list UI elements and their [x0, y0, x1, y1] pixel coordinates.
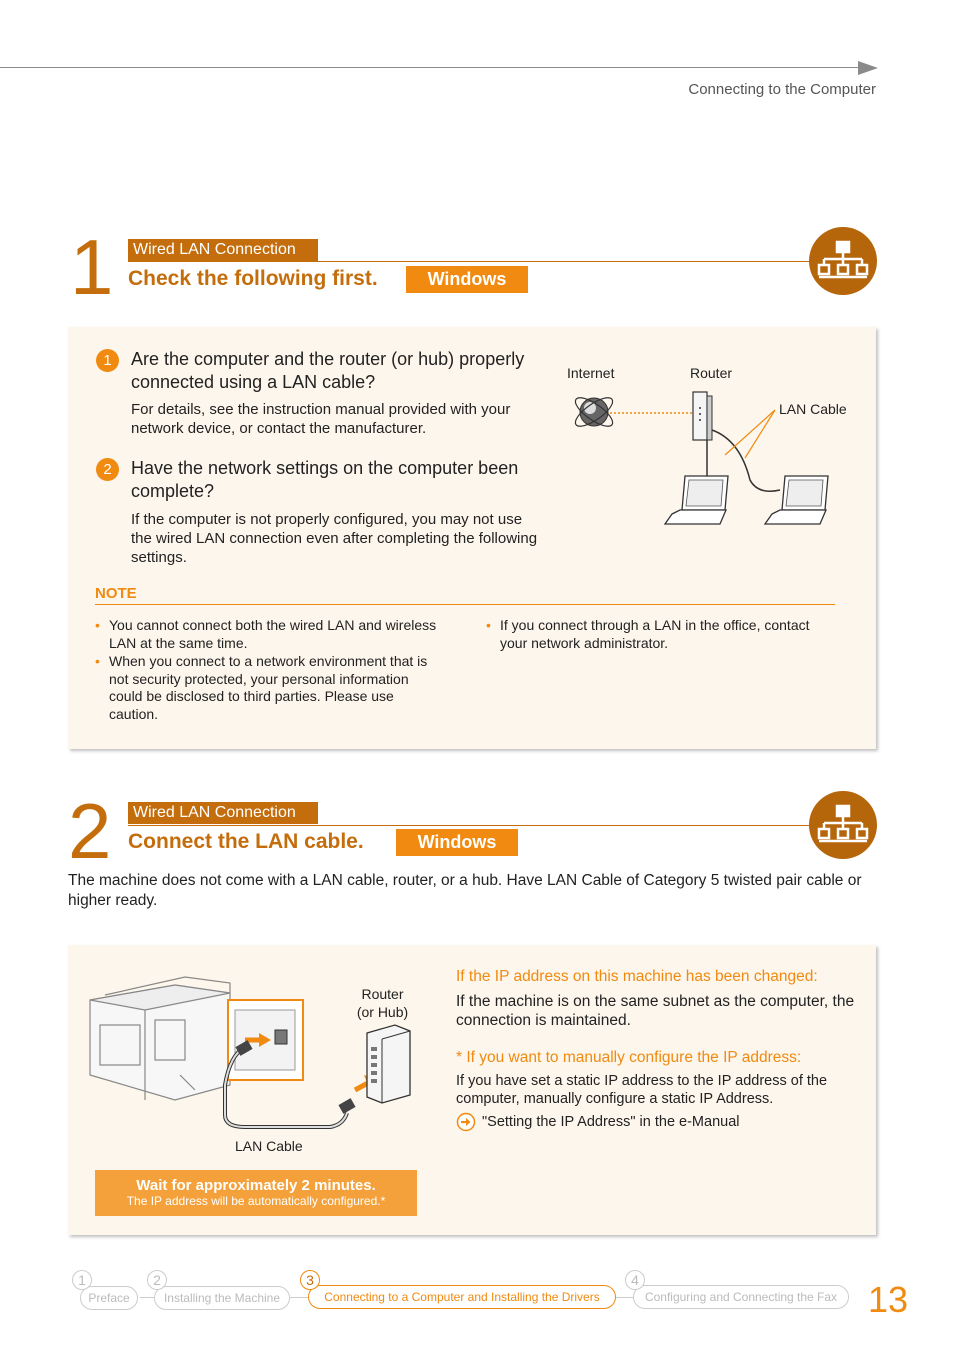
diagram-internet-label: Internet: [567, 365, 615, 381]
note-item: • When you connect to a network environment that is not security protected, your personal information could be disclosed to third parties. Please use caution.: [95, 653, 445, 723]
page-number: 13: [868, 1279, 909, 1320]
note-right-list: [486, 617, 826, 652]
hub-icon: [367, 1025, 410, 1103]
laptop-icon: [765, 476, 828, 524]
step-1-title: Check the following first.: [128, 267, 378, 290]
nav-connecting-drivers[interactable]: Connecting to a Computer and Installing the Drivers: [308, 1285, 616, 1309]
ip-changed-heading: If the IP address on this machine has been changed:: [456, 968, 818, 985]
lan-cable-label: LAN Cable: [235, 1138, 303, 1154]
network-diagram: [560, 380, 860, 530]
wait-subtitle: The IP address will be automatically configured.*: [126, 1194, 386, 1208]
wait-notice: [95, 1170, 417, 1216]
note-item: • You cannot connect both the wired LAN and wireless LAN at the same time.: [95, 617, 445, 652]
wired-network-icon: [809, 791, 877, 859]
header-arrow-icon: [858, 61, 878, 75]
item-1-question: Are the computer and the router (or hub) properly connected using a LAN cable?: [131, 349, 525, 392]
diagram-cable-label: LAN Cable: [779, 401, 847, 417]
chapter-title: Connecting to the Computer: [688, 81, 876, 98]
item-1-bullet: 1: [96, 349, 119, 372]
header-rule: [0, 67, 862, 68]
note-rule: [95, 604, 835, 605]
ip-manual-heading: * If you want to manually configure the IP address:: [456, 1049, 802, 1066]
router-icon: [693, 392, 712, 440]
router-label-line: (or Hub): [356, 1004, 409, 1020]
step-1-tag: Wired LAN Connection: [128, 239, 318, 261]
ip-manual-text: If you have set a static IP address to the IP address of the computer, manually configure a static IP Address.: [456, 1073, 828, 1107]
nav-preface[interactable]: Preface: [80, 1286, 138, 1310]
step-2-tag: Wired LAN Connection: [128, 802, 318, 824]
router-label-line: Router: [361, 986, 404, 1002]
item-2-detail: If the computer is not properly configured, you may not use the wired LAN connection even after completing the following settings.: [131, 511, 538, 566]
nav-installing-machine[interactable]: Installing the Machine: [154, 1286, 290, 1310]
nav-fax[interactable]: Configuring and Connecting the Fax: [633, 1285, 849, 1309]
emanual-link-text: "Setting the IP Address" in the e-Manual: [482, 1114, 740, 1130]
item-2-bullet: 2: [96, 458, 119, 481]
nav-connector: [290, 1297, 310, 1298]
item-2-question: Have the network settings on the computer been complete?: [131, 458, 519, 501]
nav-connector: [615, 1297, 635, 1298]
step-2-intro: The machine does not come with a LAN cable, router, or a hub. Have LAN Cable of Category 5 twisted pair cable or higher ready.: [68, 872, 862, 909]
printer-icon: [90, 977, 230, 1100]
emanual-link[interactable]: [456, 1112, 740, 1132]
step-2-rule: [128, 825, 818, 826]
arrow-right-circle-icon: [456, 1112, 476, 1132]
nav-num-2: 2: [147, 1270, 167, 1290]
nav-num-4: 4: [625, 1270, 645, 1290]
step-1-os-tag: Windows: [406, 266, 528, 293]
wired-network-icon: [809, 227, 877, 295]
globe-icon: [571, 393, 616, 431]
ip-changed-text: If the machine is on the same subnet as the computer, the connection is maintained.: [456, 993, 855, 1029]
step-1-rule: [128, 261, 818, 262]
nav-num-1: 1: [72, 1270, 92, 1290]
item-1-detail: For details, see the instruction manual provided with your network device, or contact the manufacturer.: [131, 401, 511, 437]
laptop-icon: [665, 476, 728, 524]
nav-num-3: 3: [300, 1270, 320, 1290]
step-2-os-tag: Windows: [396, 829, 518, 856]
step-2-number: 2: [68, 787, 112, 875]
step-2-title: Connect the LAN cable.: [128, 830, 364, 853]
wait-title: Wait for approximately 2 minutes.: [136, 1177, 376, 1194]
note-item: • If you connect through a LAN in the office, contact your network administrator.: [486, 617, 826, 652]
note-left-list: [95, 617, 445, 723]
note-title: NOTE: [95, 585, 137, 602]
step-1-number: 1: [70, 223, 114, 311]
diagram-router-label: Router: [690, 365, 733, 381]
router-hub-label: [340, 985, 425, 1021]
